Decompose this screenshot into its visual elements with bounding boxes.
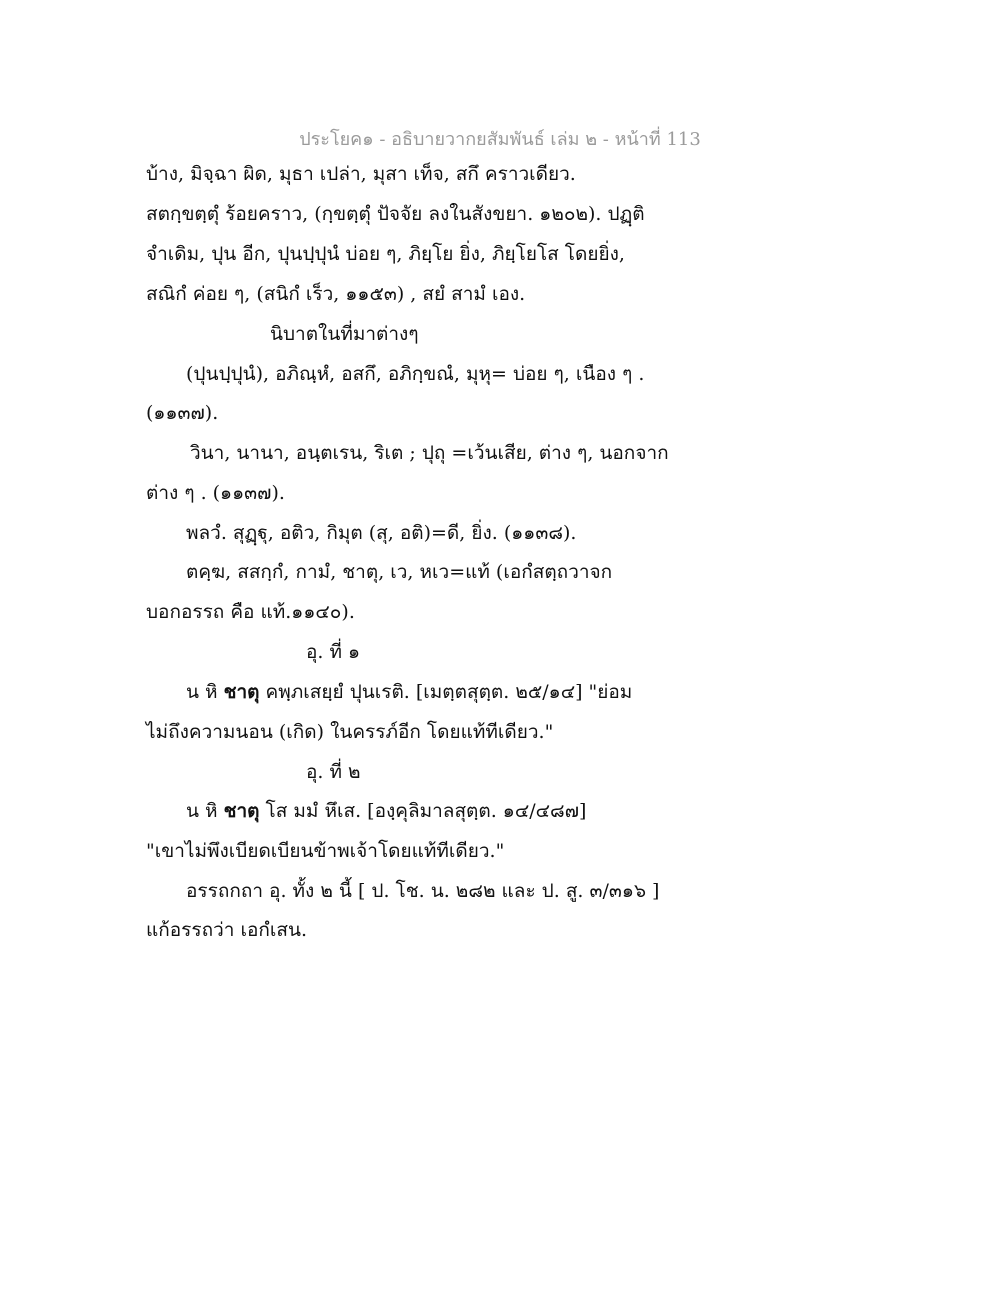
- text-line: (๑๑๓๗).: [146, 402, 219, 424]
- example-keyword: ชาตุ: [223, 681, 260, 703]
- text-line: พลวํ. สุฏฺฐุ, อติว, กิมุต (สุ, อติ)=ดี, ยิ่ง. (๑๑๓๘).: [186, 522, 577, 544]
- text-line: วินา, นานา, อนฺตเรน, ริเต ; ปุถุ =เว้นเสีย, ต่าง ๆ, นอกจาก: [190, 442, 669, 464]
- text-line: แก้อรรถว่า เอกํเสน.: [146, 919, 307, 941]
- section-heading: นิบาตในที่มาต่างๆ: [270, 323, 419, 345]
- example-text: น หิ: [186, 681, 224, 703]
- example-keyword: ชาตุ: [223, 800, 260, 822]
- text-line: ตคฺฆ, สสกฺกํ, กามํ, ชาตุ, เว, หเว=แท้ (เอกํสตฺถวาจก: [186, 561, 613, 583]
- example-heading: อุ. ที่ ๒: [306, 761, 361, 783]
- text-line: ต่าง ๆ . (๑๑๓๗).: [146, 482, 285, 504]
- text-line: สณิกํ ค่อย ๆ, (สนิกํ เร็ว, ๑๑๕๓) , สยํ สามํ เอง.: [146, 283, 526, 305]
- example-heading: อุ. ที่ ๑: [306, 641, 361, 663]
- text-line: "เขาไม่พึงเบียดเบียนข้าพเจ้าโดยแท้ทีเดียว.": [146, 840, 505, 862]
- text-line: จำเดิม, ปุน อีก, ปุนปฺปุนํ บ่อย ๆ, ภิยฺโย ยิ่ง, ภิยฺโยโส โดยยิ่ง,: [146, 243, 625, 265]
- text-line: ไม่ถึงความนอน (เกิด) ในครรภ์อีก โดยแท้ทีเดียว.": [146, 721, 554, 743]
- example-text: คพฺภเสยฺยํ ปุนเรติ. [เมตฺตสุตฺต. ๒๕/๑๔] "ย่อม: [259, 681, 633, 703]
- text-line: (ปุนปฺปุนํ), อภิณฺหํ, อสกึ, อภิกฺขณํ, มุหุ= บ่อย ๆ, เนือง ๆ .: [186, 363, 645, 385]
- text-line: บอกอรรถ คือ แท้.๑๑๔๐).: [146, 601, 355, 623]
- example-line: [186, 679, 632, 705]
- text-line: สตกฺขตฺตุํ ร้อยคราว, (กฺขตฺตุํ ปัจจัย ลงในสังขยา. ๑๒๐๒). ปฏฺติ: [146, 203, 645, 225]
- example-text: น หิ: [186, 800, 224, 822]
- example-line: [186, 798, 586, 824]
- example-text: โส มมํ หึเส. [องฺคุลิมาลสุตฺต. ๑๔/๔๘๗]: [259, 800, 587, 822]
- text-line: อรรถกถา อุ. ทั้ง ๒ นี้ [ ป. โช. น. ๒๘๒ และ ป. สู. ๓/๓๑๖ ]: [186, 880, 660, 902]
- text-line: บ้าง, มิจฺฉา ผิด, มุธา เปล่า, มุสา เท็จ, สกึ คราวเดียว.: [146, 163, 576, 185]
- page-header: ประโยค๑ - อธิบายวากยสัมพันธ์ เล่ม ๒ - หน้าที่ 113: [299, 129, 701, 150]
